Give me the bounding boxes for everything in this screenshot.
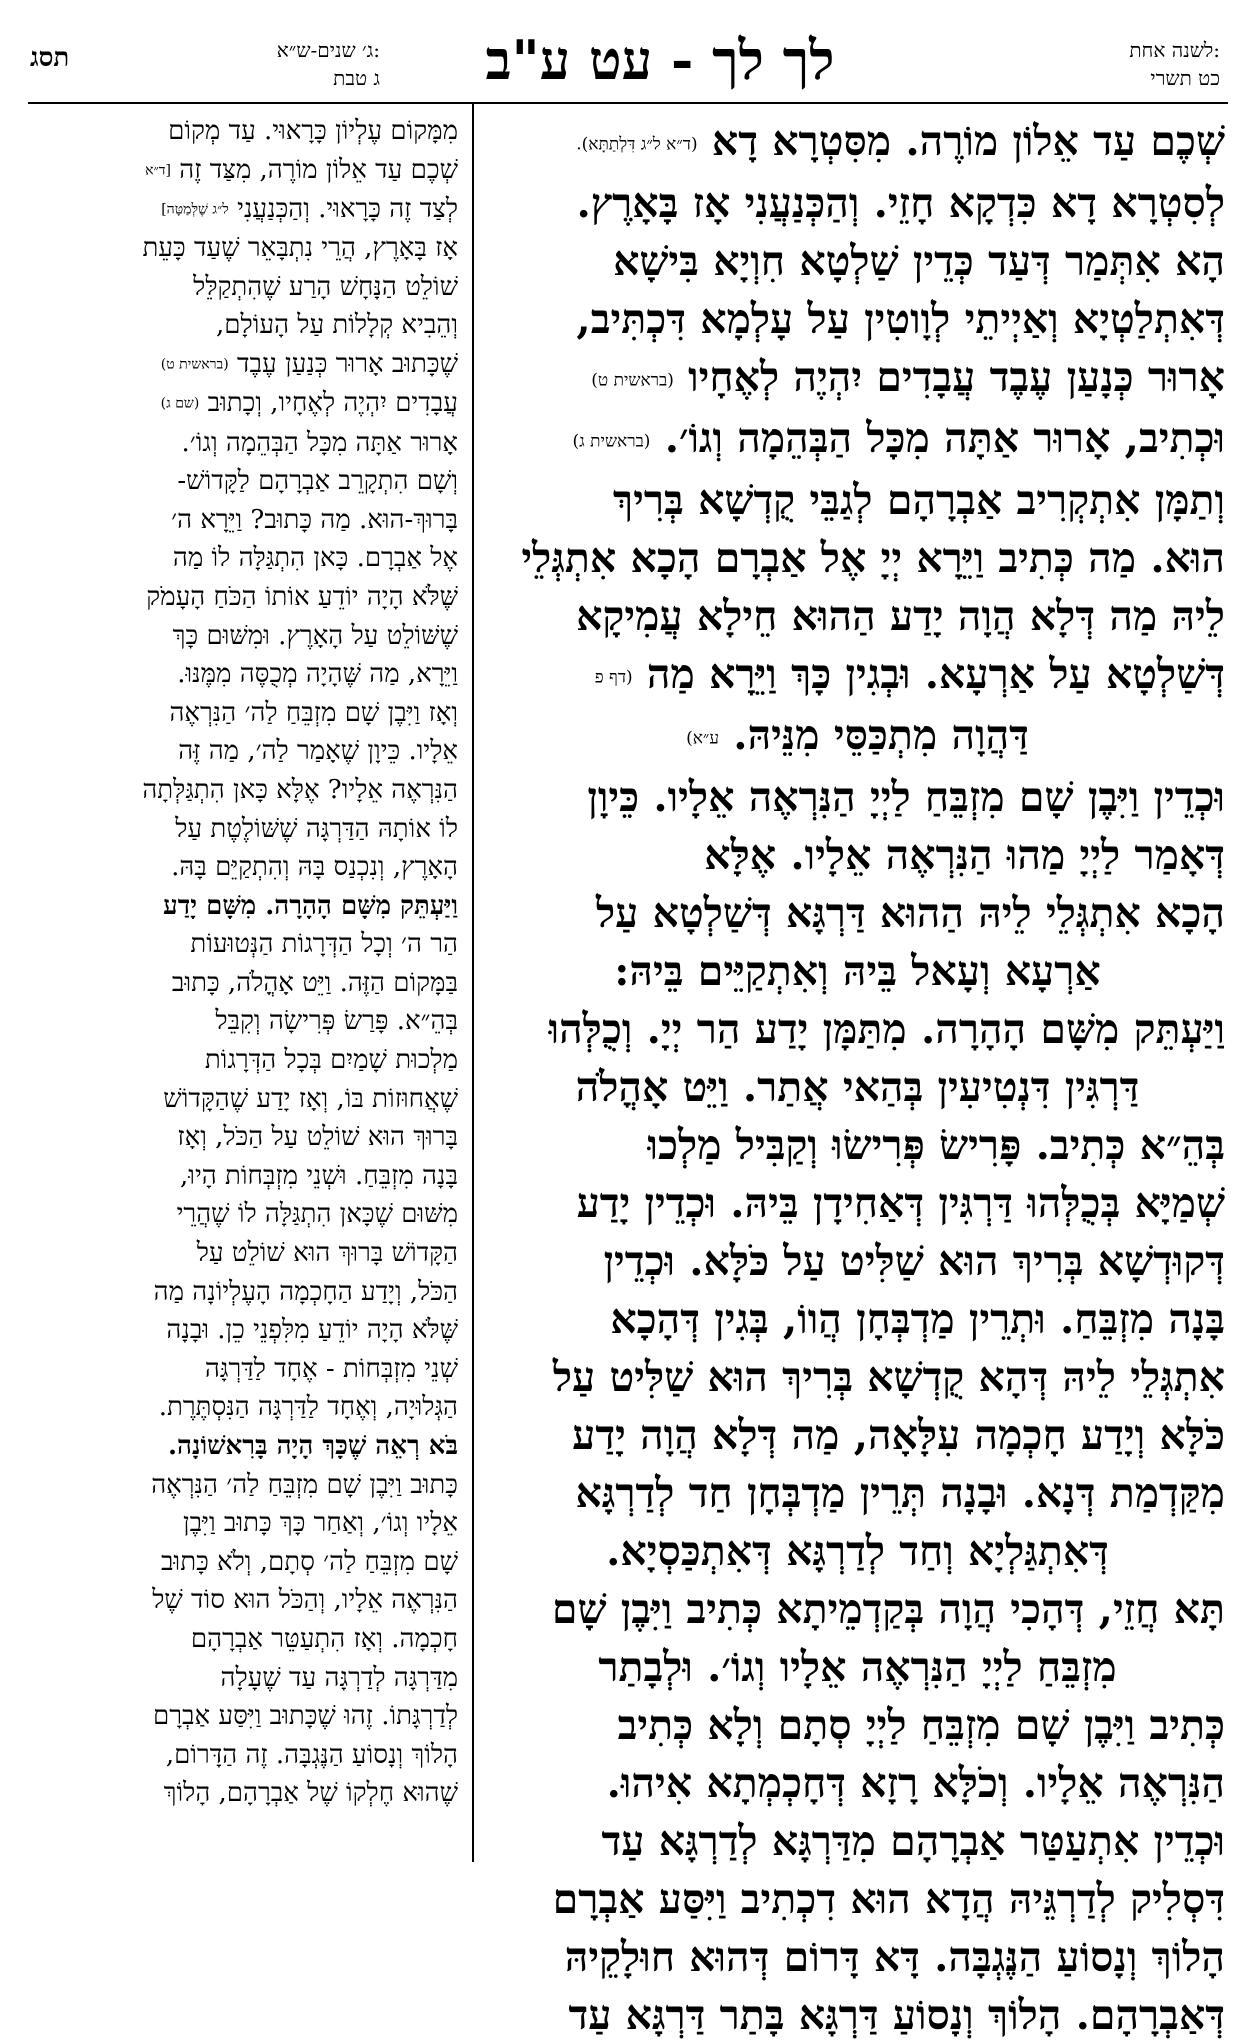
main-text-line-text: דִּסְלִיק לְדַרְגֵּיהּ הֲדָא הוּא דִכְתִיב וַיִּסַּע אַבְרָם: [552, 1874, 1225, 1923]
commentary-line-text: אֵלָיו. כֵּיוָן שֶׁאָמַר לַה׳, מַה זֶּה: [178, 736, 458, 767]
main-text-line: [490, 409, 1225, 471]
commentary-line-text: הַר ה׳ וְכָל הַדְּרָגוֹת הַנְּטוּעוֹת: [190, 929, 458, 960]
commentary-line: [28, 1388, 458, 1427]
source-reference: (דף פ: [594, 667, 633, 687]
main-text-line: [490, 471, 1225, 529]
main-text-line: [490, 884, 1225, 942]
main-text-line-text: מִזְבֵּחַ לַיְיָ הַנִּרְאֶה אֵלָיו וְגוֹ׳. וּלְבָתַר: [598, 1642, 1117, 1691]
main-text-line: [490, 1986, 1225, 2044]
main-text-line: [490, 587, 1225, 645]
commentary-line-text: בַּמָּקוֹם הַזֶּה. וַיֵּט אָהֳלֹה, כָּתוּב: [171, 967, 458, 998]
commentary-line-text: בְּהֵ״א. פָּרַשׂ פְּרִישָׂה וְקִבֵּל: [215, 1006, 458, 1037]
commentary-line: [28, 1234, 458, 1273]
commentary-line: [28, 1543, 458, 1582]
main-text-line-text: וּכְדֵין וַיִּבֶן שָׁם מִזְבֵּחַ לַיְיָ הַנִּרְאֶה אֵלָיו. כֵּיוָן: [587, 772, 1225, 821]
main-text-line: [490, 232, 1225, 290]
main-text-line-text: הַנִּרְאֶה אֵלָיו. וְכֹלָּא רָזָא דְּחָכְמְתָא אִיהוּ.: [606, 1758, 1225, 1807]
commentary-line-text: בֹּא רְאֵה שֶׁכָּךְ הָיָה בָּרִאשׁוֹנָה.: [168, 1431, 458, 1461]
main-text-line: [490, 1174, 1225, 1232]
commentary-line: [28, 925, 458, 964]
main-text-line-text: וְתַמָּן אִתְקְרִיב אַבְרָהָם לְגַבֵּי קֻדְשָׁא בְּרִיךְ: [613, 475, 1225, 524]
commentary-line-text: הַנִּרְאֶה אֵלָיו? אֶלָּא כָּאן הִתְגַּלְּתָה: [142, 774, 458, 805]
commentary-line-text: שֶּׁלֹּא הָיָה יוֹדֵעַ אוֹתוֹ הַכֹּחַ הָעָמֹק: [146, 581, 458, 612]
main-text-line-text: דְּאַבְרָהָם. הָלוֹךְ וְנָסוֹעַ דַּרְגָּא בָּתַר דַּרְגָּא עַד: [568, 1990, 1225, 2039]
commentary-line: [28, 1697, 458, 1736]
main-text-line: [490, 1232, 1225, 1290]
commentary-line: [28, 384, 458, 423]
commentary-line: [28, 306, 458, 345]
main-text-line-text: דְּקוּדְשָׁא בְּרִיךְ הוּא שַׁלִּיט עַל כֹּלָּא. וּכְדֵין: [603, 1236, 1225, 1285]
commentary-line: [28, 1311, 458, 1350]
main-text-line-text: בָּנָה מִזְבֵּחַ. וּתְרֵין מַדְבְּחָן הֲווֹ, בְּגִין דְּהָכָא: [610, 1294, 1225, 1343]
commentary-line-text: לְדַרְגָּתוֹ. זֶהוּ שֶׁכָּתוּב וַיִּסַּע אַבְרָם: [153, 1701, 458, 1732]
main-text-line-text: כֹּלָּא וְיָדַע חָכְמָה עִלָּאָה, מַה דְּלָא הֲוָה יָדַע: [572, 1410, 1225, 1459]
commentary-line: [28, 229, 458, 268]
source-reference: ל״ג שֶׁלְּמַטָּה]: [161, 201, 229, 218]
main-text-line: [490, 112, 1225, 174]
main-text-line-text: לֵיהּ מַה דְּלָא הֲוָה יָדַע הַהוּא חֵילָא עֲמִיקָא: [576, 591, 1225, 640]
main-text-line-text: אִתְגְּלֵי לֵיהּ דְּהָא קֻדְשָׁא בְּרִיךְ הוּא שַׁלִּיט עַל: [552, 1352, 1225, 1401]
header-divider: [28, 102, 1228, 104]
commentary-line: [28, 1118, 458, 1157]
main-text-line-text: וּכְדֵין אִתְעַטַּר אַבְרָהָם מִדַּרְגָּא לְדַרְגָּא עַד: [601, 1816, 1225, 1865]
commentary-line-text: וְאָז וַיִּבֶן שָׁם מִזְבֵּחַ לַה׳ הַנִּרְאֶה: [169, 697, 458, 728]
commentary-line: [28, 655, 458, 694]
commentary-line: [28, 345, 458, 384]
commentary-line-text: כָּתוּב וַיִּבֶן שָׁם מִזְבֵּחַ לַה׳ הַנִּרְאֶה: [151, 1469, 458, 1500]
main-text-line: [490, 1290, 1225, 1348]
commentary-line: [28, 112, 458, 151]
main-text-line-text: כְּתִיב וַיִּבֶן שָׁם מִזְבֵּחַ לַיְיָ סְתָם וְלָא כְּתִיב: [617, 1700, 1225, 1749]
main-text-line: [490, 1116, 1225, 1174]
main-text-line: [490, 1580, 1225, 1638]
main-text-line: [490, 942, 1225, 1000]
main-text-line-text: תָּא חֲזֵי, דְּהָכִי הֲוָה בְּקַדְמֵיתָא כְּתִיב וַיִּבֶן שָׁם: [551, 1584, 1225, 1633]
commentary-line-text: מִדַּרְגָּה לְדַרְגָּה עַד שֶׁעָלָה: [220, 1662, 458, 1693]
main-text-line-text: שְׁמַיָּא בְּכֻלְּהוּ דַּרְגִּין דְּאַחִידָן בֵּיהּ. וּכְדֵין יָדַע: [576, 1178, 1225, 1227]
commentary-line-text: שֶּׁלֹּא הָיָה יוֹדֵעַ מִלִּפְנֵי כֵן. וּבָנָה: [166, 1315, 458, 1346]
commentary-line: [28, 1774, 458, 1813]
commentary-line: [28, 190, 458, 229]
main-text-line-text: בְּהֵ״א כְּתִיב. פָּרִישׂ פְּרִישׂוּ וְקַבִּיל מַלְכוּ: [647, 1120, 1225, 1169]
commentary-line-text: מִמָּקוֹם עֶלְיוֹן כָּרָאוּי. עַד מְקוֹם: [168, 116, 458, 146]
commentary-line-text: אָרוּר אַתָּה מִכָּל הַבְּהֵמָה וְגוֹ׳.: [181, 427, 458, 458]
commentary-line: [28, 810, 458, 849]
main-text-line-text: וַיַּעְתֵּק מִשָּׁם הָהָרָה. מִתַּמָּן יָדַע הַר יְיָ. וְכֻלְּהוּ: [548, 1004, 1225, 1053]
commentary-line: [28, 732, 458, 771]
commentary-line-text: הַנִּרְאֶה אֵלָיו, וְהַכֹּל הוּא סוֹד שֶׁל: [152, 1585, 458, 1616]
main-text-line-text: דַּרְגִּין דִּנְטִיעִין בְּהַאי אֲתַר. וַיֵּט אָהֳלֹה: [575, 1062, 1140, 1111]
main-text-line-text: וּכְתִיב, אָרוּר אַתָּה מִכָּל הַבְּהֵמָה וְגוֹ׳.: [664, 414, 1225, 462]
commentary-line-text: מִשּׁוּם שֶׁכָּאן הִתְגַּלָּה לוֹ שֶׁהֲרֵי: [176, 1199, 458, 1230]
commentary-line-text: הָלוֹךְ וְנָסוֹעַ הַנֶּגְבָּה. זֶה הַדָּרוֹם,: [165, 1739, 458, 1770]
commentary-line: [28, 694, 458, 733]
commentary-line-text: חָכְמָה. וְאָז הִתְעַטֵּר אַבְרָהָם: [190, 1623, 458, 1654]
main-text-line: [490, 174, 1225, 232]
main-text-line: [490, 348, 1225, 410]
year-schedule-date: כט תשרי: [1150, 66, 1220, 90]
source-reference: (בראשית ג): [572, 431, 651, 452]
commentary-line-text: שֶׁאֲחוּזוֹת בּוֹ, וְאָז יָדַע שֶׁהַקָּדוֹשׁ: [163, 1083, 458, 1114]
commentary-line: [28, 1350, 458, 1389]
commentary-line: [28, 848, 458, 887]
main-text-line-text: דְּאִתְלַטְיָא וְאַיְיתֵי לְוָוטִין עַל עָלְמָא דִּכְתִּיב,: [576, 294, 1225, 343]
commentary-line-text: בָּנָה מִזְבֵּחַ. וּשְׁנֵי מִזְבְּחוֹת הָיוּ,: [180, 1160, 458, 1191]
commentary-line: [28, 1041, 458, 1080]
source-reference: (ד״א ל״ג דִּלְתַתָּא).: [576, 134, 698, 155]
main-text-line: [490, 1696, 1225, 1754]
page-title: לך לך - עט ע"ב: [485, 28, 835, 92]
main-text-line: [490, 290, 1225, 348]
commentary-line: [28, 1504, 458, 1543]
main-text-column: [490, 112, 1225, 2039]
main-text-line: [490, 1870, 1225, 1928]
commentary-line-text: וַיַּעְתֵּק מִשָּׁם הָהָרָה. מִשָּׁם יָדַע: [163, 890, 458, 921]
column-divider: [472, 102, 474, 1862]
commentary-line-text: שְׁכֶם עַד אֵלוֹן מוֹרֶה, מִצַּד זֶה: [179, 154, 458, 185]
main-text-line: [490, 1348, 1225, 1406]
commentary-line-text: אֵלָיו וְגוֹ׳, וְאַחַר כָּךְ כָּתוּב וַיִּבֶן: [183, 1508, 458, 1539]
commentary-line-text: וַיֵּרָא, מַה שֶּׁהָיָה מְכֻסֶּה מִמֶּנּוּ.: [177, 659, 458, 690]
commentary-line: [28, 1080, 458, 1119]
main-text-line-text: לְסִטְרָא דָא כִּדְקָא חָזֵי. וְהַכְּנַעֲנִי אָז בָּאָרֶץ.: [576, 178, 1225, 227]
commentary-line-text: בָּרוּךְ-הוּא. מַה כָּתוּב? וַיֵּרָא ה׳: [171, 504, 458, 535]
commentary-line-text: שֶׁכָּתוּב אָרוּר כְּנַעַן עֶבֶד: [237, 348, 458, 379]
commentary-line-text: וְהֵבִיא קְלָלוֹת עַל הָעוֹלָם,: [216, 310, 458, 341]
main-text-line: [490, 1406, 1225, 1464]
commentary-line-text: שֶׁהוּא חֶלְקוֹ שֶׁל אַבְרָהָם, הָלוֹךְ: [163, 1778, 458, 1809]
main-text-line-text: מִקַּדְמַת דְּנָא. וּבָנָה תְּרֵין מַדְבְּחָן חַד לְדַרְגָּא: [575, 1468, 1225, 1517]
main-text-line-text: דַּהֲוָה מִתְכַּסֵּי מִנֵּיהּ.: [733, 711, 1029, 759]
commentary-line-text: לוֹ אוֹתָהּ הַדַּרְגָּה שֶׁשּׁוֹלֶטֶת עַל: [175, 813, 458, 844]
commentary-line: [28, 617, 458, 656]
main-text-line-text: דְּשַׁלְטָא עַל אַרְעָא. וּבְגִין כָּךְ וַיֵּרָא מַה: [646, 649, 1225, 698]
commentary-line-text: אֶל אַבְרָם. כָּאן הִתְגַּלָּה לוֹ מַה: [172, 543, 458, 574]
main-text-line: [490, 1000, 1225, 1058]
main-text-line: [490, 826, 1225, 884]
main-text-line: [490, 529, 1225, 587]
main-text-line-text: דְּאָמַר לַיְיָ מַהוּ הַנִּרְאֶה אֵלָיו. אֶלָּא: [704, 830, 1225, 879]
main-text-line-text: דְּאִתְגַּלְיָא וְחַד לְדַרְגָּא דְּאִתְכַּסְיָא.: [606, 1526, 1109, 1575]
commentary-line: [28, 1427, 458, 1466]
commentary-column: [28, 112, 458, 1862]
commentary-line: [28, 1581, 458, 1620]
commentary-line-text: עֲבָדִים יִהְיֶה לְאֶחָיו, וְכָתוּב: [207, 388, 458, 419]
commentary-line: [28, 1736, 458, 1775]
commentary-line-text: שֶׁשּׁוֹלֵט עַל הָאָרֶץ. וּמִשּׁוּם כָּךְ: [172, 620, 458, 651]
commentary-line: [28, 1002, 458, 1041]
commentary-line: [28, 539, 458, 578]
commentary-line: [28, 424, 458, 463]
commentary-line: [28, 268, 458, 307]
commentary-line: [28, 1157, 458, 1196]
main-text-line: [490, 1058, 1225, 1116]
main-text-line: [490, 1812, 1225, 1870]
commentary-line: [28, 578, 458, 617]
main-text-line: [490, 1464, 1225, 1522]
source-reference: (בראשית ט): [591, 370, 674, 390]
main-text-line-text: הוּא. מַה כְּתִיב וַיֵּרָא יְיָ אֶל אַבְרָם הָכָא אִתְגְּלֵי: [521, 533, 1225, 582]
commentary-line-text: בָּרוּךְ הוּא שׁוֹלֵט עַל הַכֹּל, וְאָז: [177, 1122, 458, 1153]
three-year-schedule-date: ג טבת: [333, 66, 380, 90]
main-text-line: [490, 645, 1225, 707]
commentary-line-text: הַקָּדוֹשׁ בָּרוּךְ הוּא שׁוֹלֵט עַל: [196, 1238, 458, 1269]
main-text-line-text: הָא אִתְּמַר דְּעַד כְּדֵין שַׁלְטָא חִוְיָא בִּישָׁא: [613, 236, 1225, 285]
three-year-schedule-label: ג׳ שנים-ש״א:: [276, 38, 380, 62]
commentary-line: [28, 151, 458, 190]
main-text-line-text: הָכָא אִתְגְּלֵי לֵיהּ הַהוּא דַּרְגָּא דְּשַׁלְטָא עַל: [596, 888, 1225, 937]
commentary-line: [28, 1659, 458, 1698]
commentary-line: [28, 887, 458, 926]
source-reference: (שם ג): [160, 395, 200, 412]
main-text-line-text: אָרוּר כְּנָעַן עֶבֶד עֲבָדִים יִהְיֶה לְאֶחָיו: [688, 352, 1225, 401]
main-text-line-text: שְׁכֶם עַד אֵלוֹן מוֹרֶה. מִסִּטְרָא דָא: [711, 117, 1225, 165]
main-text-line-text: הָלוֹךְ וְנָסוֹעַ הַנֶּגְבָּה. דָּא דָּרוֹם דְּהוּא חוּלָקֵיהּ: [564, 1932, 1225, 1981]
main-text-line: [490, 1928, 1225, 1986]
commentary-line-text: שׁוֹלֵט הַנָּחָשׁ הָרַע שֶׁהִתְקַלֵּל: [193, 271, 458, 302]
commentary-line: [28, 1273, 458, 1312]
commentary-line-text: שָׁם מִזְבֵּחַ לַה׳ סְתָם, וְלֹא כָּתוּב: [161, 1546, 458, 1577]
commentary-line-text: אָז בָּאָרֶץ, הֲרֵי נִתְבָּאֵר שֶׁעַד כָּעֵת: [142, 233, 458, 264]
commentary-line: [28, 1195, 458, 1234]
commentary-line: [28, 501, 458, 540]
commentary-line: [28, 1466, 458, 1505]
commentary-line-text: וְשָׁם הִתְקָרֵב אַבְרָהָם לַקָּדוֹשׁ-: [177, 466, 458, 497]
commentary-line-text: הַכֹּל, וְיָדַע הַחָכְמָה הָעֶלְיוֹנָה מַה: [153, 1276, 458, 1307]
page-number: תסג: [30, 43, 70, 73]
year-schedule-label: לשנה אחת:: [1129, 38, 1220, 62]
commentary-line-text: לְצַד זֶה כָּרָאוּי. וְהַכְּנַעֲנִי: [237, 193, 458, 224]
source-reference: [ד״א: [145, 162, 171, 179]
main-text-line: [490, 1638, 1225, 1696]
commentary-line-text: הָאָרֶץ, וְנִכְנַס בָּהּ וְהִתְקַיֵּם בָּהּ.: [171, 852, 458, 883]
commentary-line-text: הַגְּלוּיָה, וְאֶחָד לַדַּרְגָּה הַנִּסְתֶּרֶת.: [158, 1392, 458, 1423]
main-text-line: [490, 768, 1225, 826]
source-reference: ע״א): [686, 728, 720, 749]
source-reference: (בראשית ט): [160, 356, 229, 373]
commentary-line: [28, 964, 458, 1003]
commentary-line: [28, 771, 458, 810]
commentary-line-text: שְׁנֵי מִזְבְּחוֹת - אֶחָד לַדַּרְגָּה: [204, 1353, 458, 1384]
commentary-line-text: מַלְכוּת שָׁמַיִם בְּכָל הַדְּרָגוֹת: [204, 1045, 458, 1076]
commentary-line: [28, 462, 458, 501]
main-text-line-text: אַרְעָא וְעָאל בֵּיהּ וְאִתְקַיֵּים בֵּיהּ:: [614, 946, 1101, 995]
main-text-line: [490, 706, 1225, 768]
commentary-line: [28, 1620, 458, 1659]
main-text-line: [490, 1522, 1225, 1580]
main-text-line: [490, 1754, 1225, 1812]
